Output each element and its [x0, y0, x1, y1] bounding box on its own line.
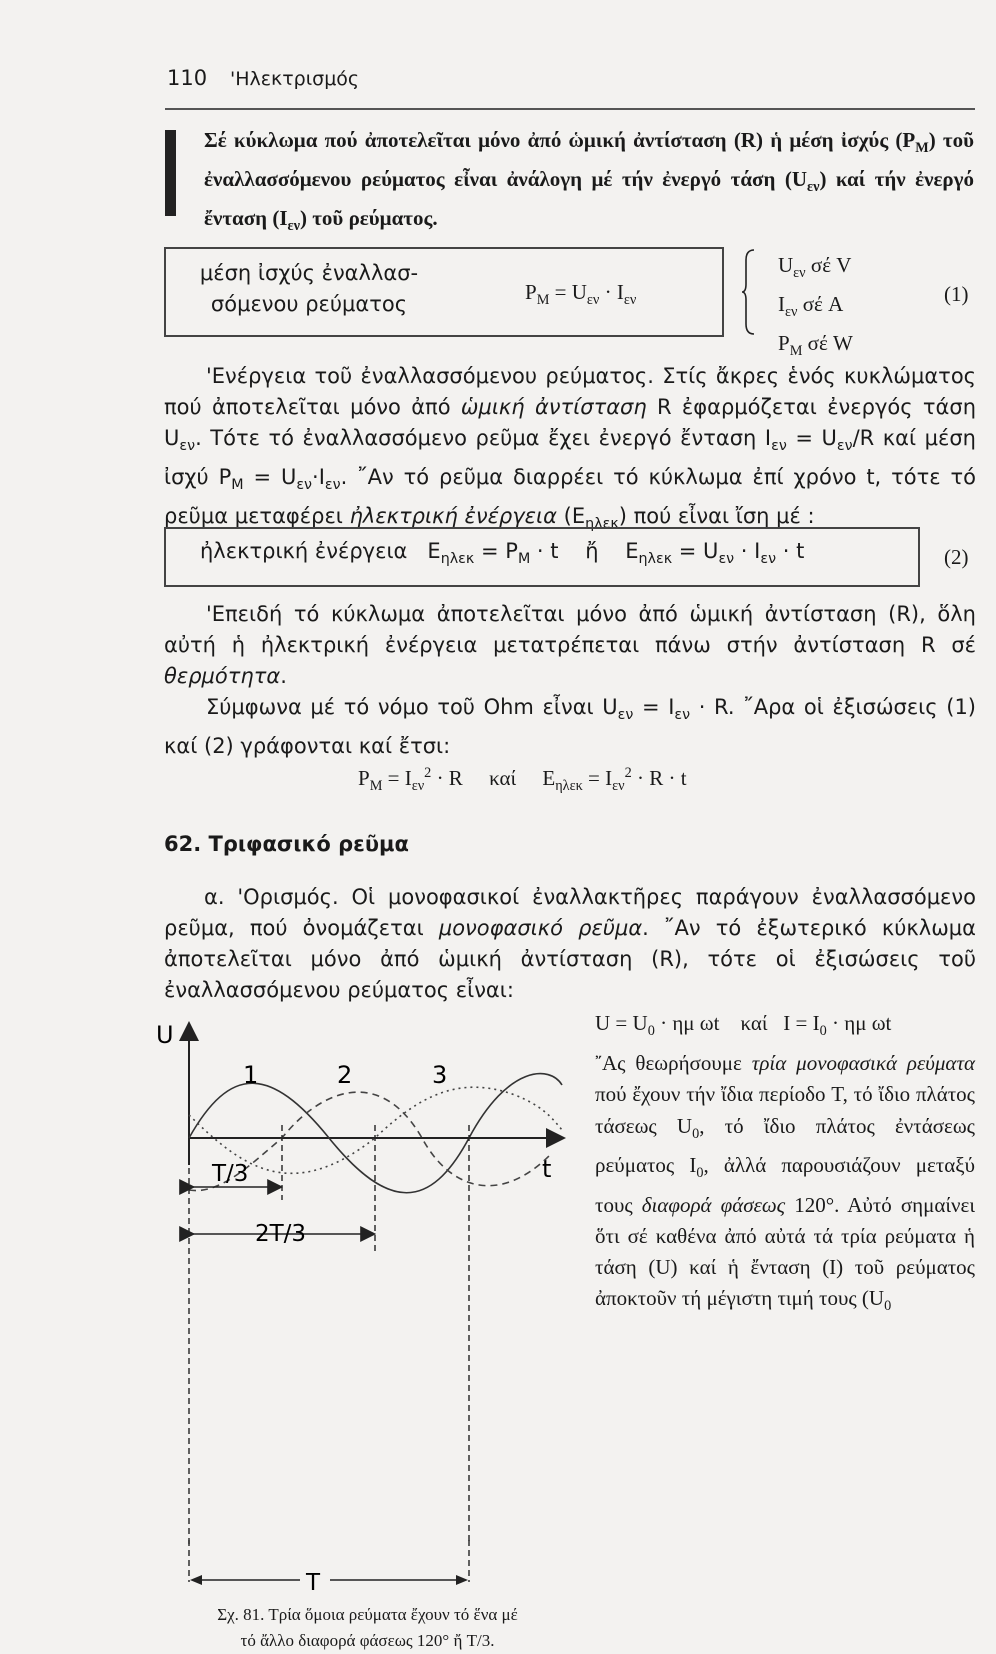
left-brace-icon [742, 248, 756, 336]
span-t-group [150, 1540, 480, 1600]
span-t-left-arrowhead [190, 1575, 202, 1585]
equation-number-2: (2) [944, 545, 969, 569]
paragraph-three-currents: ῎Ας θεωρήσουμε τρία μονοφασικά ρεύματα πού ἔχουν τήν ἴδια περίοδο T, τό ἴδιο πλάτος τάσεως $U_0$, τό ἴδιο πλάτος ἐντάσεως ρεύματος $I_0$, ἀλλά παρουσιάζουν μεταξύ τους διαφορά φάσεως 120°. Αὐτό σημαίνει ὅτι σέ καθένα ἀπό αὐτά τά τρία ρεύματα ἡ τάση (U) καί ἡ ἔνταση (I) τοῦ ρεύματος ἀποκτοῦν τή μέγιστη τιμή τους ($U_0$ [595, 1051, 976, 1315]
formula-2: ἠλεκτρική ἐνέργεια $E_{\eta\lambda\varepsilon\kappa} = P_M \cdot t$ ἤ $E_{\eta\lambda\varepsilon\kappa} = U_{\varepsilon\nu} \cdot I_{\varepsilon\nu} \cdot t$ [200, 539, 805, 568]
highlight-statement: Σέ κύκλωμα πού ἀποτελεῖται μόνο ἀπό ὡμική ἀντίσταση (R) ἡ μέση ἰσχύς $(P_M)$ τοῦ ἐναλλασσόμενου ρεύματος εἶναι ἀνάλογη μέ τήν ἐνεργό τάση $(U_{\varepsilon\nu})$ καί τήν ἐνεργό ἔνταση $(I_{\varepsilon\nu})$ τοῦ ρεύματος. [204, 128, 974, 235]
y-axis-label: U [156, 1021, 174, 1049]
formula-3: $P_M = I_{\varepsilon\nu}^2 \cdot R$ καί $E_{\eta\lambda\varepsilon\kappa} = I_{\varepsilon\nu}^2 \cdot R \cdot t$ [358, 765, 687, 795]
equation-number-1: (1) [944, 282, 969, 306]
figure-caption-line2: τό ἄλλο διαφορά φάσεως 120° ἤ T/3. [240, 1631, 495, 1650]
curve-3-label: 3 [432, 1061, 448, 1089]
span-t-text: T [306, 1570, 321, 1596]
page-number: 110 [167, 66, 208, 90]
paragraph-ohm: Σύμφωνα μέ τό νόμο τοῦ Ohm εἶναι $U_{\varepsilon\nu} = I_{\varepsilon\nu} \cdot R$. ῎Αρα οἱ ἐξισώσεις (1) καί (2) γράφονται καί ἔτσι: [164, 695, 976, 759]
highlight-bar [165, 130, 176, 216]
ac-equations: $U = U_0 \cdot \eta\mu$ ωt καί $I = I_0 \cdot \eta\mu$ ωt [595, 1011, 892, 1040]
span-t-right-arrowhead [456, 1575, 468, 1585]
formula-1-label [178, 258, 440, 320]
curve-1-label: 1 [243, 1061, 259, 1089]
formula-1: $P_M = U_{\varepsilon\nu} \cdot I_{\varepsilon\nu}$ [525, 280, 637, 309]
unit-current: $I_{\varepsilon\nu}$ σέ A [778, 292, 844, 321]
x-axis-label: t [542, 1155, 552, 1183]
curve-2-label: 2 [337, 1061, 353, 1089]
paragraph-energy: 'Ενέργεια τοῦ ἐναλλασσόμενου ρεύματος. Στίς ἄκρες ἑνός κυκλώματος πού ἀποτελεῖται μόνο ἀπό ὡμική ἀντίσταση R ἐφαρμόζεται ἐνεργός τάση $U_{\varepsilon\nu}$. Τότε τό ἐναλλασσόμενο ρεῦμα ἔχει ἐνεργό ἔνταση $I_{\varepsilon\nu} = U_{\varepsilon\nu}/R$ καί μέση ἰσχύ $P_M = U_{\varepsilon\nu}\cdot I_{\varepsilon\nu}$. ῎Αν τό ρεῦμα διαρρέει τό κύκλωμα ἐπί χρόνο t, τότε τό ρεῦμα μεταφέρει ἠλεκτρική ἐνέργεια $(E_{\eta\lambda\varepsilon\kappa})$ πού εἶναι ἴση μέ : [164, 364, 976, 533]
formula-1-label-line2: σόμενου ρεύματος [210, 292, 408, 316]
figure-caption [160, 1602, 575, 1654]
section-heading: 62. Τριφασικό ρεῦμα [164, 832, 409, 856]
formula-1-label-line1: μέση ἰσχύς ἐναλλασ- [199, 261, 419, 285]
span-t3-label: T/3 [212, 1161, 249, 1187]
running-title: 'Ηλεκτρισμός [230, 68, 360, 90]
paragraph-heat: 'Επειδή τό κύκλωμα ἀποτελεῖται μόνο ἀπό ὡμική ἀντίσταση (R), ὅλη αὐτή ἡ ἠλεκτρική ἐνέργεια μετατρέπεται πάνω στήν ἀντίσταση R σέ θερμότητα. [164, 602, 976, 688]
span-2t3-label: 2T/3 [255, 1221, 307, 1247]
unit-power: $P_M$ σέ W [778, 331, 853, 360]
formula-1-units [778, 250, 853, 368]
three-phase-figure [150, 1005, 590, 1545]
header-rule [165, 108, 975, 110]
unit-voltage: $U_{\varepsilon\nu}$ σέ V [778, 253, 852, 282]
figure-caption-line1: Σχ. 81. Τρία ὅμοια ρεύματα ἔχουν τό ἕνα μέ [217, 1605, 518, 1624]
paragraph-definition: α. 'Ορισμός. Οἱ μονοφασικοί ἐναλλακτῆρες παράγουν ἐναλλασσόμενο ρεῦμα, πού ὀνομάζεται μονοφασικό ρεῦμα. ῎Αν τό ἐξωτερικό κύκλωμα ἀποτελεῖται μόνο ἀπό ὡμική ἀντίσταση (R), τότε οἱ ἐξισώσεις τοῦ ἐναλλασσόμενου ρεύματος εἶναι: [164, 885, 977, 1002]
